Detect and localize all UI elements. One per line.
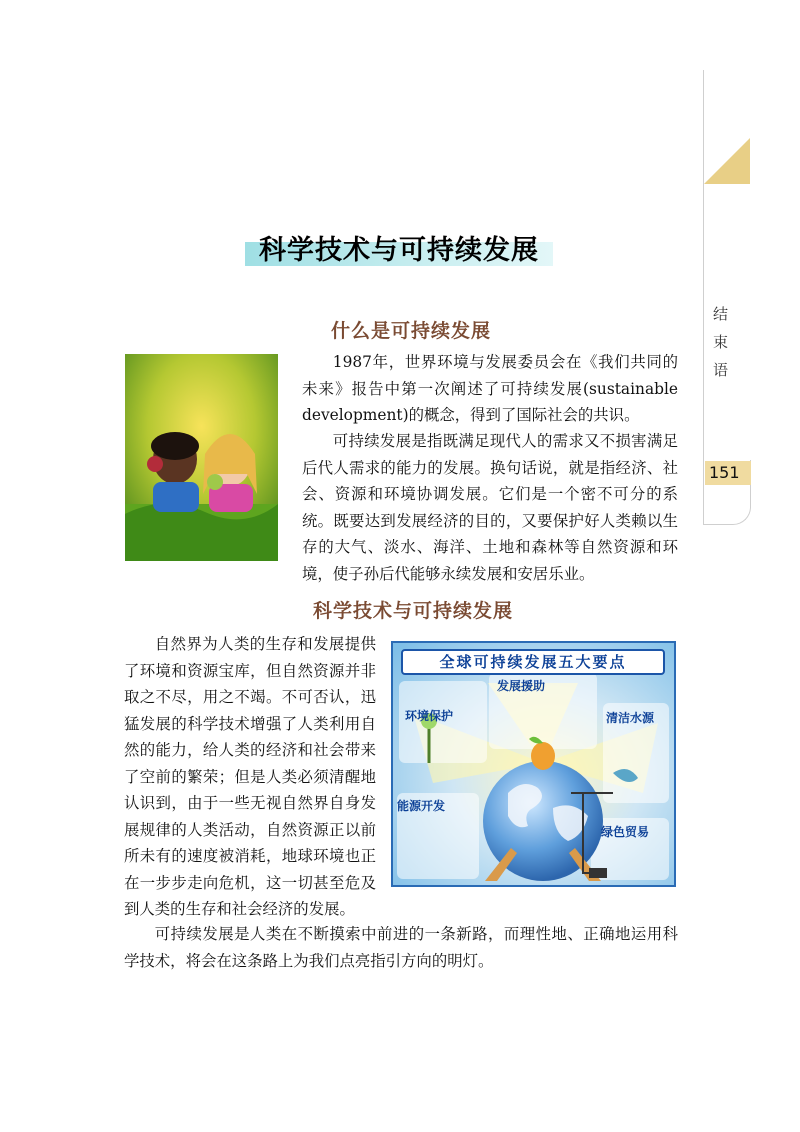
corner-triangle (704, 138, 750, 184)
label-development-aid: 发展援助 (497, 679, 546, 693)
page-title: 科学技术与可持续发展 (259, 235, 539, 266)
label-environment: 环境保护 (405, 709, 454, 723)
label-clean-water: 清洁水源 (606, 711, 655, 725)
section-heading-sci-tech: 科学技术与可持续发展 (313, 600, 514, 622)
children-photo-image (125, 354, 278, 561)
page-title-block (245, 228, 553, 268)
infographic-title: 全球可持续发展五大要点 (401, 649, 665, 675)
paragraph: 可持续发展是人类在不断摸索中前进的一条新路，而理性地、正确地运用科学技术，将会在这条路上为我们点亮指引方向的明灯。 (124, 925, 678, 970)
section-heading-what-is: 什么是可持续发展 (331, 320, 492, 342)
sustainability-infographic (391, 641, 676, 887)
paragraph: 1987年，世界环境与发展委员会在《我们共同的未来》报告中第一次阐述了可持续发展(sustainable development)的概念，得到了国际社会的共识。 (302, 353, 678, 424)
page-number: 151 (705, 461, 751, 485)
paragraph: 可持续发展是指既满足现代人的需求又不损害满足后代人需求的能力的发展。换句话说，就是指经济、社会、资源和环境协调发展。它们是一个密不可分的系统。既要达到发展经济的目的，又要保护好人类赖以生存的大气、淡水、海洋、土地和森林等自然资源和环境，使子孙后代能够永续发展和安居乐业。 (302, 432, 678, 583)
paragraph: 自然界为人类的生存和发展提供了环境和资源宝库，但自然资源并非取之不尽，用之不竭。不可否认，迅猛发展的科学技术增强了人类利用自然的能力，给人类的经济和社会带来了空前的繁荣；但是人类必须清醒地认识到，由于一些无视自然界自身发展规律的人类活动，自然资源正以前所未有的速度被消耗，地球环境也正在一步步走向危机，这一切甚至危及到人类的生存和社会经济的发展。 (124, 635, 376, 918)
label-energy: 能源开发 (397, 799, 446, 813)
children-photo (125, 354, 278, 561)
label-green-trade: 绿色贸易 (601, 825, 650, 839)
chapter-tab: 结束语 (713, 305, 729, 379)
